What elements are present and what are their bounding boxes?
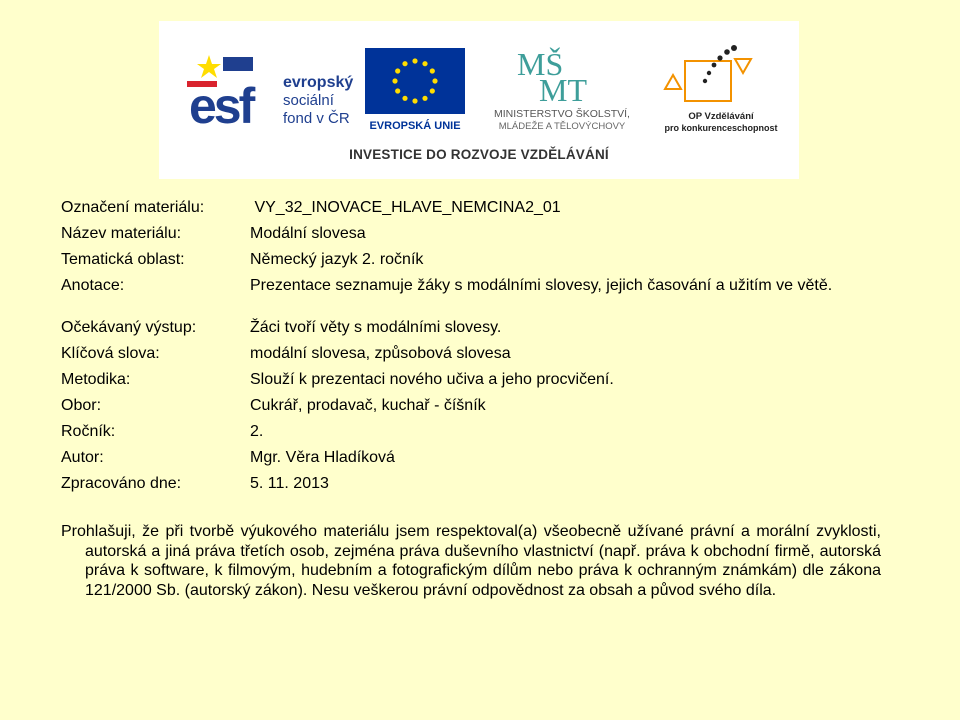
msmt-letters-top: MŠ: [517, 46, 564, 82]
logo-banner: [159, 21, 799, 179]
eu-logo: [365, 48, 465, 132]
meta-row-autor: [61, 446, 901, 472]
esf-line3: fond v ČR: [283, 110, 350, 127]
meta-label: Ročník:: [61, 423, 116, 440]
metadata-table: [61, 196, 901, 498]
meta-value: modální slovesa, způsobová slovesa: [250, 345, 511, 362]
esf-logo: [187, 47, 359, 131]
esf-line1: evropský: [283, 74, 354, 91]
meta-row-rocnik: [61, 420, 901, 446]
msmt-letters-bottom: MT: [539, 72, 587, 108]
op-line1: OP Vzdělávání: [688, 111, 754, 122]
meta-row-tematicka-oblast: [61, 248, 901, 274]
meta-row-zpracovano-dne: [61, 472, 901, 498]
meta-value: VY_32_INOVACE_HLAVE_NEMCINA2_01: [250, 199, 561, 216]
eu-caption: EVROPSKÁ UNIE: [369, 120, 461, 132]
meta-label: Zpracováno dne:: [61, 475, 182, 492]
meta-label: Název materiálu:: [61, 225, 182, 242]
meta-value: Německý jazyk 2. ročník: [250, 251, 424, 268]
meta-label: Metodika:: [61, 371, 131, 388]
msmt-logo: [477, 45, 647, 135]
op-line2: pro konkurenceschopnost: [664, 123, 778, 133]
meta-value: 5. 11. 2013: [250, 475, 329, 492]
op-arrow-icon: [665, 75, 681, 89]
meta-row-klicova-slova: [61, 342, 901, 368]
op-logo: [659, 45, 784, 137]
meta-label: Tematická oblast:: [61, 251, 185, 268]
esf-letters: esf: [189, 78, 253, 131]
meta-row-nazev: [61, 222, 901, 248]
meta-label: Anotace:: [61, 277, 125, 294]
msmt-line1: MINISTERSTVO ŠKOLSTVÍ,: [494, 108, 630, 120]
meta-value: Mgr. Věra Hladíková: [250, 449, 395, 466]
meta-value: Cukrář, prodavač, kuchař - číšník: [250, 397, 486, 414]
banner-title: INVESTICE DO ROZVOJE VZDĚLÁVÁNÍ: [349, 147, 609, 162]
msmt-line2: MLÁDEŽE A TĚLOVÝCHOVY: [498, 121, 626, 132]
meta-row-ocekavany-vystup: [61, 316, 901, 342]
meta-label: Očekávaný výstup:: [61, 319, 197, 336]
meta-value: Žáci tvoří věty s modálními slovesy.: [250, 319, 502, 336]
meta-label: Označení materiálu:: [61, 199, 205, 216]
meta-value: Modální slovesa: [250, 225, 366, 242]
meta-value: Slouží k prezentaci nového učiva a jeho procvičení.: [250, 371, 614, 388]
meta-row-oznaceni: [61, 196, 901, 222]
meta-row-anotace: [61, 274, 901, 316]
meta-value: 2.: [250, 423, 264, 440]
author-declaration: Prohlašuji, že při tvorbě výukového materiálu jsem respektoval(a) všeobecně užívané právní a morální zvyklosti, autorská a jiná práva třetích osob, zejména práva duševního vlastnictví (např. práva k obchodní firmě, autorská práva k software, k filmovým, hudebním a fotografickým dílům nebo práva k ochranným známkám) dle zákona 121/2000 Sb. (autorský zákon). Nesu veškerou právní odpovědnost za obsah a původ svého díla.: [61, 523, 881, 599]
esf-line2: sociální: [283, 92, 334, 109]
meta-value: Prezentace seznamuje žáky s modálními slovesy, jejich časování a užitím ve větě.: [250, 277, 833, 294]
meta-row-obor: [61, 394, 901, 420]
meta-label: Autor:: [61, 449, 104, 466]
meta-row-metodika: [61, 368, 901, 394]
meta-label: Obor:: [61, 397, 102, 414]
meta-label: Klíčová slova:: [61, 345, 160, 362]
